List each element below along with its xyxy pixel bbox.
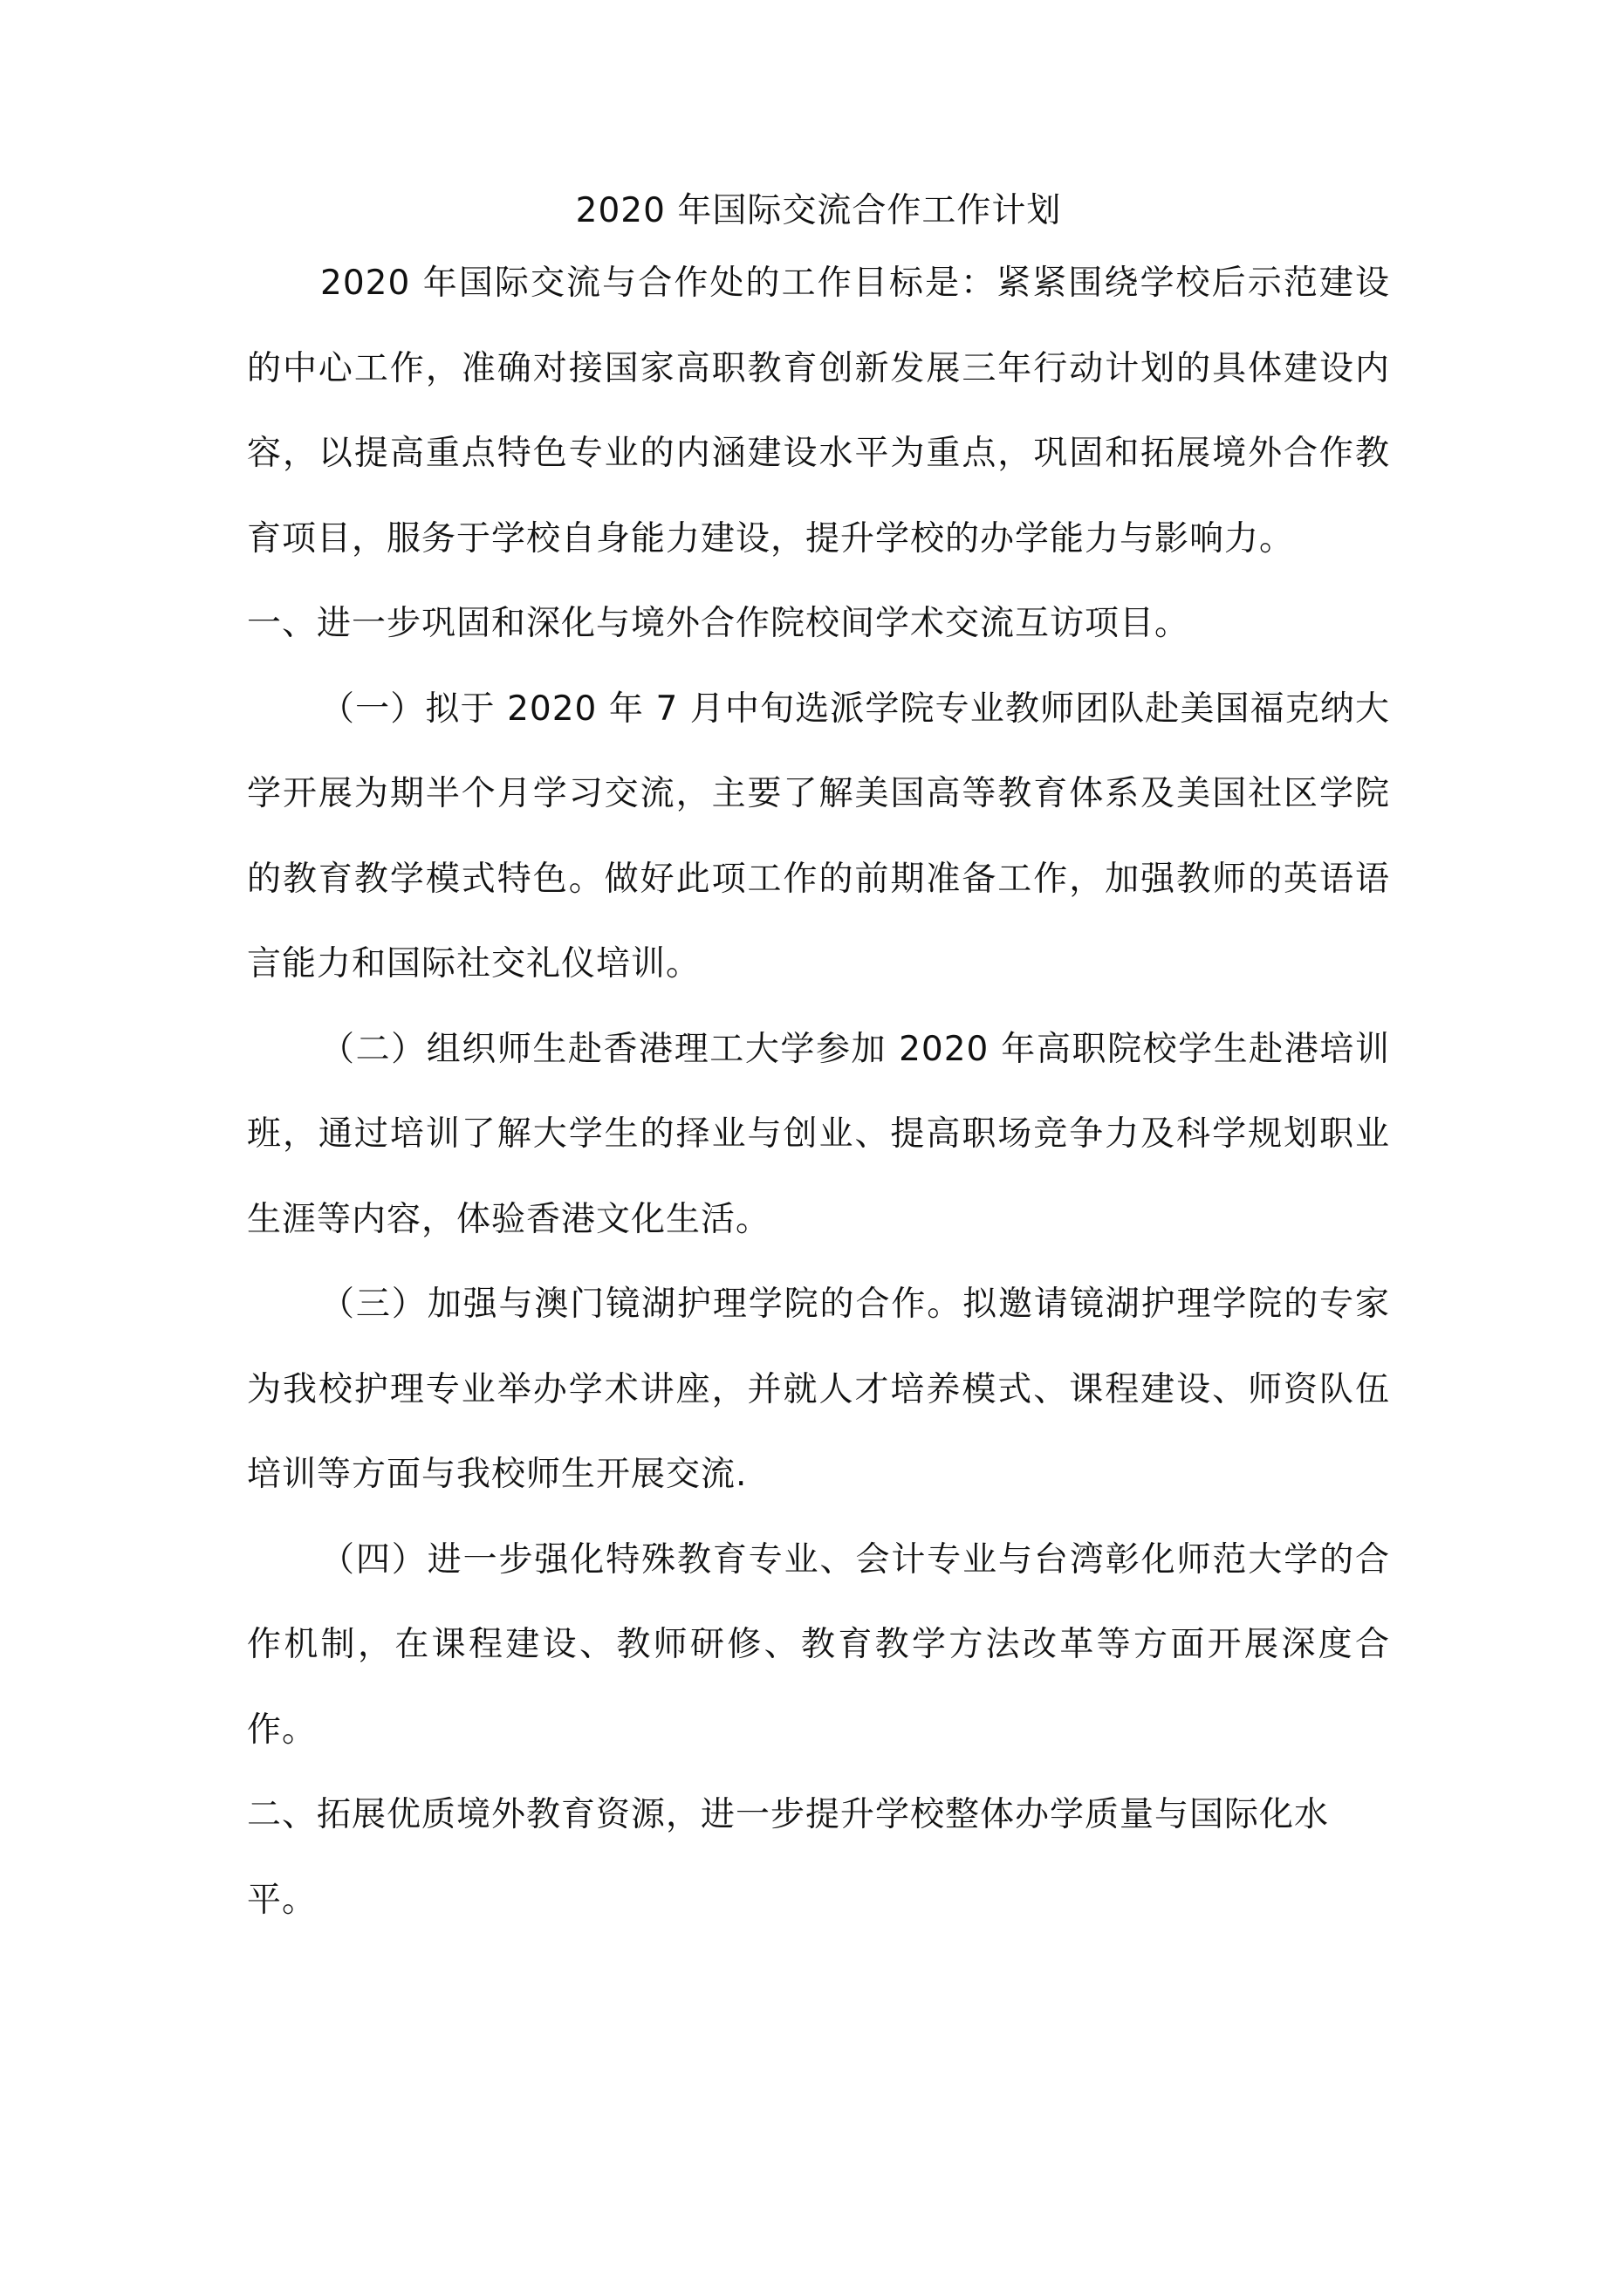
document-body (247, 185, 1390, 1943)
section-1-item-2: （二）组织师生赴香港理工大学参加 2020 年高职院校学生赴港培训班，通过培训了解大学生的择业与创业、提高职场竞争力及科学规划职业生涯等内容，体验香港文化生活。 (247, 1029, 1390, 1239)
section-2-heading: 二、拓展优质境外教育资源，进一步提升学校整体办学质量与国际化水平。 (247, 1795, 1330, 1920)
document-title: 2020 年国际交流合作工作计划 (575, 191, 1062, 230)
intro-paragraph: 2020 年国际交流与合作处的工作目标是：紧紧围绕学校后示范建设的中心工作，准确对接国家高职教育创新发展三年行动计划的具体建设内容，以提高重点特色专业的内涵建设水平为重点，巩固和拓展境外合作教育项目，服务于学校自身能力建设，提升学校的办学能力与影响力。 (247, 264, 1390, 559)
section-1-heading: 一、进一步巩固和深化与境外合作院校间学术交流互访项目。 (247, 604, 1190, 643)
section-1-item-4: （四）进一步强化特殊教育专业、会计专业与台湾彰化师范大学的合作机制，在课程建设、教师研修、教育教学方法改革等方面开展深度合作。 (247, 1539, 1390, 1750)
section-1-item-1: （一）拟于 2020 年 7 月中旬选派学院专业教师团队赴美国福克纳大学开展为期半个月学习交流，主要了解美国高等教育体系及美国社区学院的教育教学模式特色。做好此项工作的前期准备工作，加强教师的英语语言能力和国际社交礼仪培训。 (247, 689, 1390, 984)
section-1-item-3: （三）加强与澳门镜湖护理学院的合作。拟邀请镜湖护理学院的专家为我校护理专业举办学术讲座，并就人才培养模式、课程建设、师资队伍培训等方面与我校师生开展交流. (247, 1285, 1390, 1494)
